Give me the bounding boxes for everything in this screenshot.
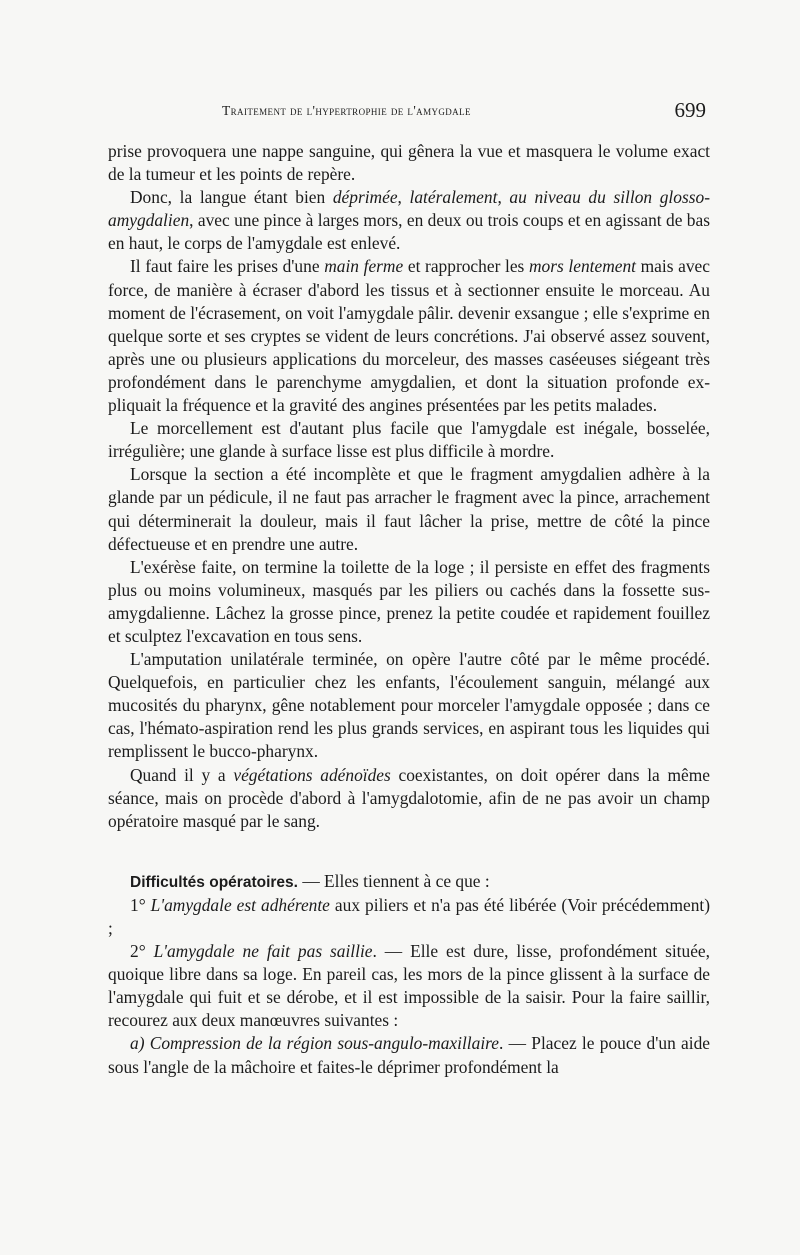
italic-term: L'amygdale est adhérente [150,894,330,915]
italic-term: latéralement [409,187,498,208]
paragraph-text: Quand il y a [130,764,234,785]
paragraph-text: Donc, la langue étant bien [130,187,333,208]
italic-term: main ferme [324,256,404,277]
running-title: Traitement de l'hypertrophie de l'amygdale [222,103,471,118]
paragraph-text: Lorsque la section a été incomplète et que le fragment amygdalien adhère à la glande par un pédicule, il ne faut pas arracher le fragment avec la pince, arrachement qui déterminerait la douleur, mais il faut lâcher la prise, mettre de côté la pince défectueuse et en prendre une autre. [108,464,710,554]
section-heading-label: Difficultés opératoires. [130,873,298,891]
paragraph [108,140,710,186]
paragraph-text: L'exérèse faite, on termine la toilette de la loge ; il persiste en effet des fragments plus ou moins volumineux, masqués par les piliers ou cachés dans la fossette sus-amygdalienne. Lâchez la grosse pince, prenez la petite coudée et rapidement fouillez et sculptez l'excavation en tous sens. [108,556,710,646]
paragraph-text: , [397,187,410,208]
paragraph [108,186,710,255]
list-item [108,1032,710,1078]
paragraph-text: coexistantes, on doit opérer dans la même séance, mais on procède d'abord à l'amygdalotomie, afin de ne pas avoir un champ opératoire masqué par le sang. [108,764,710,831]
list-item [108,894,710,940]
page-number: 699 [674,98,706,122]
italic-term: végétations adénoïdes [233,764,391,785]
paragraph-text: prise provoquera une nappe sanguine, qui gênera la vue et masquera le volume exact de la tumeur et les points de repère. [108,141,710,185]
section-spacer [108,833,710,870]
paragraph [108,463,710,555]
paragraph-text: . — Placez le pouce d'un aide sous l'angle de la mâchoire et faites-le déprimer profondément la [108,1033,711,1077]
italic-term: L'amygdale ne fait pas saillie [153,941,373,962]
body-text [108,140,710,1079]
paragraph-text: et rapprocher les [403,256,529,277]
paragraph-text: aux piliers et n'a pas été libérée (Voir précédemment) ; [108,894,711,938]
paragraph [108,255,710,417]
paragraph [108,764,710,833]
list-item-number: 2° [130,941,154,962]
paragraph [108,556,710,648]
running-head [106,98,710,130]
list-item [108,940,710,1032]
italic-term: mors lentement [528,256,636,277]
paragraph-text: Le morcellement est d'autant plus facile que l'amygdale est inégale, bosselée, irrégulière; une glande à surface lisse est plus difficile à mordre. [108,418,710,462]
paragraph [108,648,710,763]
paragraph-text: . — Elle est dure, lisse, profondément située, quoique libre dans sa loge. En pareil cas, les mors de la pince glissent à la surface de l'amygdale qui fuit et se dérobe, et il est impossible de la saisir. Pour la faire saillir, recourez aux deux manœuvres suivantes : [108,941,710,1031]
italic-term: déprimée [332,187,398,208]
list-item-number: 1° [130,894,151,915]
paragraph-text: Il faut faire les prises d'une [130,256,325,277]
paragraph-text: L'amputation unilatérale terminée, on opère l'autre côté par le même procédé. Quelquefois, en particulier chez les enfants, l'écoulement sanguin, mélangé aux mucosités du pharynx, gêne notablement pour morceler l'amygdale opposée ; dans ce cas, l'hémato-aspiration rend les plus grands services, en aspirant tous les liquides qui remplissent le bucco-pharynx. [108,649,710,762]
paragraph-text: mais avec force, de manière à écraser d'abord les tissus et à sectionner ensuite le morceau. Au moment de l'écrasement, on voit l'amygdale pâlir. devenir exsangue ; elle s'exprime en quelque sorte et ses cryptes se vident de leurs concrétions. J'ai observé assez souvent, après une ou plusieurs applications du morceleur, des masses caséeuses siégeant très profondément dans le parenchyme amygdalien, et dont la situation profonde expliquait la fréquence et la gravité des angines présentées par les petits malades. [108,256,710,416]
italic-term: au niveau du sillon glosso-amygdalien [108,187,710,231]
paragraph [108,417,710,463]
paragraph-text: , avec une pince à larges mors, en deux ou trois coups et en agissant de bas en haut, le corps de l'amygdale est enlevé. [108,210,710,254]
italic-term: a) Compression de la région sous-angulo-maxillaire [130,1033,499,1054]
paragraph-text: — Elles tiennent à ce que : [297,870,490,891]
section-heading [108,870,710,894]
paragraph-text: , [497,187,510,208]
